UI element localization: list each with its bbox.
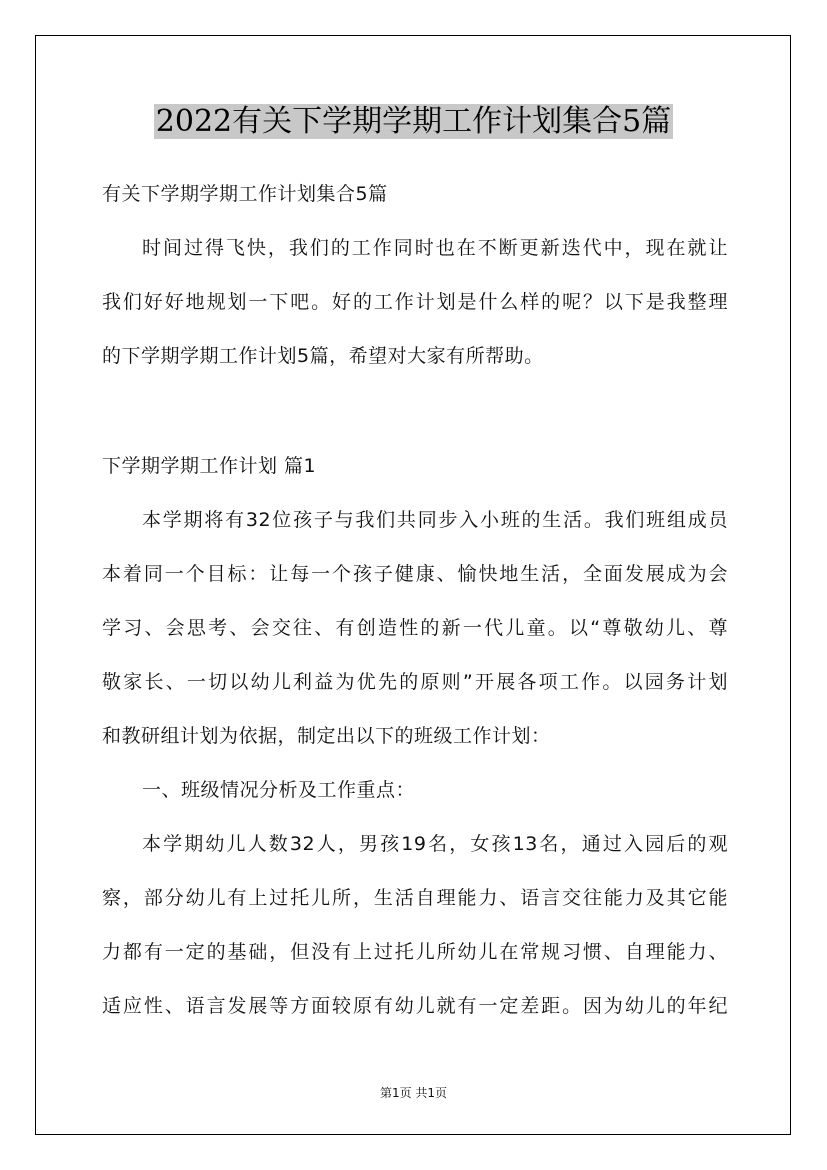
intro-line: 我们好好地规划一下吧。好的工作计划是什么样的呢？以下是我整理 bbox=[102, 291, 728, 313]
document-subtitle: 有关下学期学期工作计划集合5篇 bbox=[102, 183, 388, 205]
paragraph-line: 察，部分幼儿有上过托儿所，生活自理能力、语言交往能力及其它能 bbox=[102, 887, 728, 909]
paragraph-line: 学习、会思考、会交往、有创造性的新一代儿童。以“尊敬幼儿、尊 bbox=[102, 617, 728, 639]
paragraph-line: 本学期幼儿人数32人，男孩19名，女孩13名，通过入园后的观 bbox=[142, 833, 728, 855]
paragraph-line: 和教研组计划为依据，制定出以下的班级工作计划： bbox=[102, 725, 551, 747]
paragraph-line: 适应性、语言发展等方面较原有幼儿就有一定差距。因为幼儿的年纪 bbox=[102, 995, 728, 1017]
document-title bbox=[0, 100, 827, 144]
section-heading: 下学期学期工作计划 篇1 bbox=[102, 455, 317, 477]
intro-line: 的下学期学期工作计划5篇，希望对大家有所帮助。 bbox=[102, 345, 544, 367]
paragraph-line: 本学期将有32位孩子与我们共同步入小班的生活。我们班组成员 bbox=[142, 509, 728, 531]
paragraph-line: 敬家长、一切以幼儿利益为优先的原则”开展各项工作。以园务计划 bbox=[102, 671, 728, 693]
intro-line: 时间过得飞快，我们的工作同时也在不断更新迭代中，现在就让 bbox=[142, 237, 728, 259]
paragraph-line: 本着同一个目标：让每一个孩子健康、愉快地生活，全面发展成为会 bbox=[102, 563, 728, 585]
paragraph-line: 力都有一定的基础，但没有上过托儿所幼儿在常规习惯、自理能力、 bbox=[102, 941, 728, 963]
document-title-text: 2022有关下学期学期工作计划集合5篇 bbox=[155, 104, 672, 139]
subheading: 一、班级情况分析及工作重点： bbox=[142, 779, 416, 801]
page-footer: 第1页 共1页 bbox=[379, 1086, 448, 1100]
